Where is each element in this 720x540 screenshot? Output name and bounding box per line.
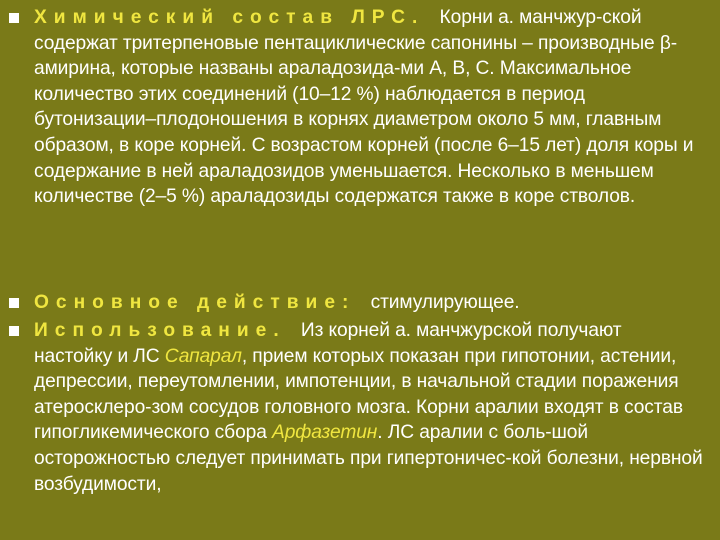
usage-text-2: , прием которых показан при гипотонии, астении, депрессии, переутомлении, импотенции, в начальной стадии поражения атеросклеро-зом сосудов головного мозга. Корни аралии входят в состав гипогликемического сбора (34, 345, 683, 444)
usage-text-1: Из корней а. манчжурской получают настойку и ЛС (34, 320, 622, 367)
usage-heading: Использование. (34, 320, 286, 341)
usage-text-3: . ЛС аралии с боль-шой осторожностью следует принимать при гипертоничес-кой болезни, нервной возбудимости, (34, 422, 703, 495)
square-bullet-icon (9, 298, 19, 308)
square-bullet-icon (9, 13, 19, 23)
composition-heading: Химический состав ЛРС. (34, 7, 425, 28)
list-item-action (0, 290, 720, 316)
composition-text: Корни а. манчжур-ской содержат тритерпеновые пентациклические сапонины – производные β-амирина, которые названы араладозида-ми А, В, С. Максимальное количество этих соединений (10–12 %) наблюдается в период бутонизации–плодоношения в корнях диаметром около 5 мм, главным образом, в коре корней. С возрастом корней (после 6–15 лет) доля коры и содержание в ней араладозидов уменьшается. Несколько в меньшем количестве (2–5 %) араладозиды содержатся также в коре стволов. (34, 7, 694, 208)
list-item-composition (0, 5, 720, 210)
list-item-usage (0, 318, 720, 497)
square-bullet-icon (9, 326, 19, 336)
action-text: стимулирующее. (370, 292, 520, 313)
action-heading: Основное действие: (34, 292, 356, 313)
drug-name-arfazetin: Арфазетин (272, 422, 378, 444)
drug-name-saparal: Сапарал (164, 345, 242, 367)
